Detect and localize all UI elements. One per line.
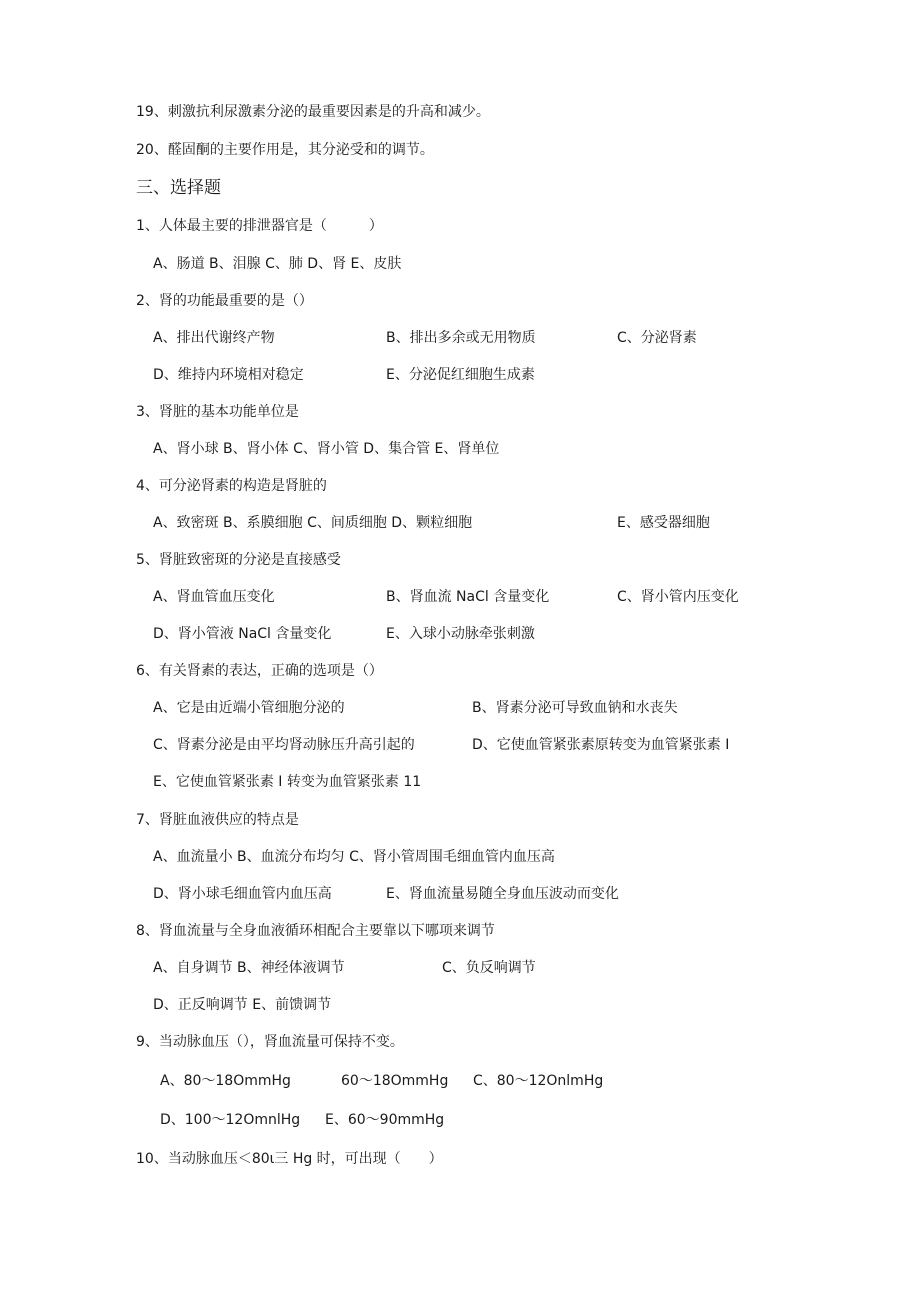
- fill-blank-20: 20、醛固酮的主要作用是，其分泌受和的调节。: [136, 142, 434, 158]
- question-3-stem: 3、肾脏的基本功能单位是: [136, 404, 299, 420]
- fill-blank-19: 19、刺激抗利尿激素分泌的最重要因素是的升高和减少。: [136, 104, 490, 120]
- section-heading: 三、选择题: [136, 178, 221, 198]
- question-7-option-e: E、肾血流量易随全身血压波动而变化: [386, 886, 619, 902]
- question-5-option-c: C、肾小管内压变化: [617, 589, 739, 605]
- question-10-stem: 10、当动脉血压＜80ι三 Hg 时，可出现（ ）: [136, 1151, 443, 1167]
- question-7-stem: 7、肾脏血液供应的特点是: [136, 812, 299, 828]
- question-6-option-d: D、它使血管紧张素原转变为血管紧张素 I: [472, 737, 730, 753]
- question-2-option-a: A、排出代谢终产物: [153, 330, 275, 346]
- question-8-options-a-b: A、自身调节 B、神经体液调节: [153, 960, 345, 976]
- question-2-stem: 2、肾的功能最重要的是（）: [136, 293, 313, 309]
- question-9-stem: 9、当动脉血压（），肾血流量可保持不变。: [136, 1034, 404, 1050]
- question-3-options: A、肾小球 B、肾小体 C、肾小管 D、集合管 E、肾单位: [153, 441, 500, 457]
- question-2-option-e: E、分泌促红细胞生成素: [386, 367, 535, 383]
- question-6-option-e: E、它使血管紧张素 I 转变为血管紧张素 11: [153, 774, 422, 790]
- question-6-stem: 6、有关肾素的表达，正确的选项是（）: [136, 663, 383, 679]
- question-9-option-b: 60～18OmmHg: [341, 1073, 449, 1089]
- question-4-stem: 4、可分泌肾素的构造是肾脏的: [136, 478, 327, 494]
- question-4-option-e: E、感受器细胞: [617, 515, 710, 531]
- question-9-option-c: C、80～12OnlmHg: [473, 1073, 604, 1089]
- question-9-option-d: D、100～12OmnlHg: [160, 1112, 301, 1128]
- question-2-option-c: C、分泌肾素: [617, 330, 697, 346]
- question-9-option-e: E、60～90mmHg: [325, 1112, 445, 1128]
- question-8-stem: 8、肾血流量与全身血液循环相配合主要靠以下哪项来调节: [136, 923, 495, 939]
- question-5-option-b: B、肾血流 NaCl 含量变化: [386, 589, 550, 605]
- question-9-option-a: A、80～18OmmHg: [160, 1073, 291, 1089]
- question-1-stem: 1、人体最主要的排泄器官是（ ）: [136, 218, 383, 234]
- question-6-option-c: C、肾素分泌是由平均肾动脉压升高引起的: [153, 737, 415, 753]
- question-5-option-e: E、入球小动脉牵张刺激: [386, 626, 535, 642]
- question-1-options: A、肠道 B、泪腺 C、肺 D、肾 E、皮肤: [153, 256, 402, 272]
- question-6-option-b: B、肾素分泌可导致血钠和水丧失: [472, 700, 678, 716]
- question-2-option-d: D、维持内环境相对稳定: [153, 367, 304, 383]
- question-7-options-a-c: A、血流量小 B、血流分布均匀 C、肾小管周围毛细血管内血压高: [153, 849, 555, 865]
- question-7-option-d: D、肾小球毛细血管内血压高: [153, 886, 332, 902]
- question-8-options-d-e: D、正反响调节 E、前馈调节: [153, 997, 332, 1013]
- question-5-stem: 5、肾脏致密斑的分泌是直接感受: [136, 552, 341, 568]
- question-5-option-d: D、肾小管液 NaCl 含量变化: [153, 626, 332, 642]
- question-6-option-a: A、它是由近端小管细胞分泌的: [153, 700, 345, 716]
- question-5-option-a: A、肾血管血压变化: [153, 589, 275, 605]
- question-8-option-c: C、负反响调节: [442, 960, 536, 976]
- question-4-options-a-d: A、致密斑 B、系膜细胞 C、间质细胞 D、颗粒细胞: [153, 515, 473, 531]
- question-2-option-b: B、排出多余或无用物质: [386, 330, 536, 346]
